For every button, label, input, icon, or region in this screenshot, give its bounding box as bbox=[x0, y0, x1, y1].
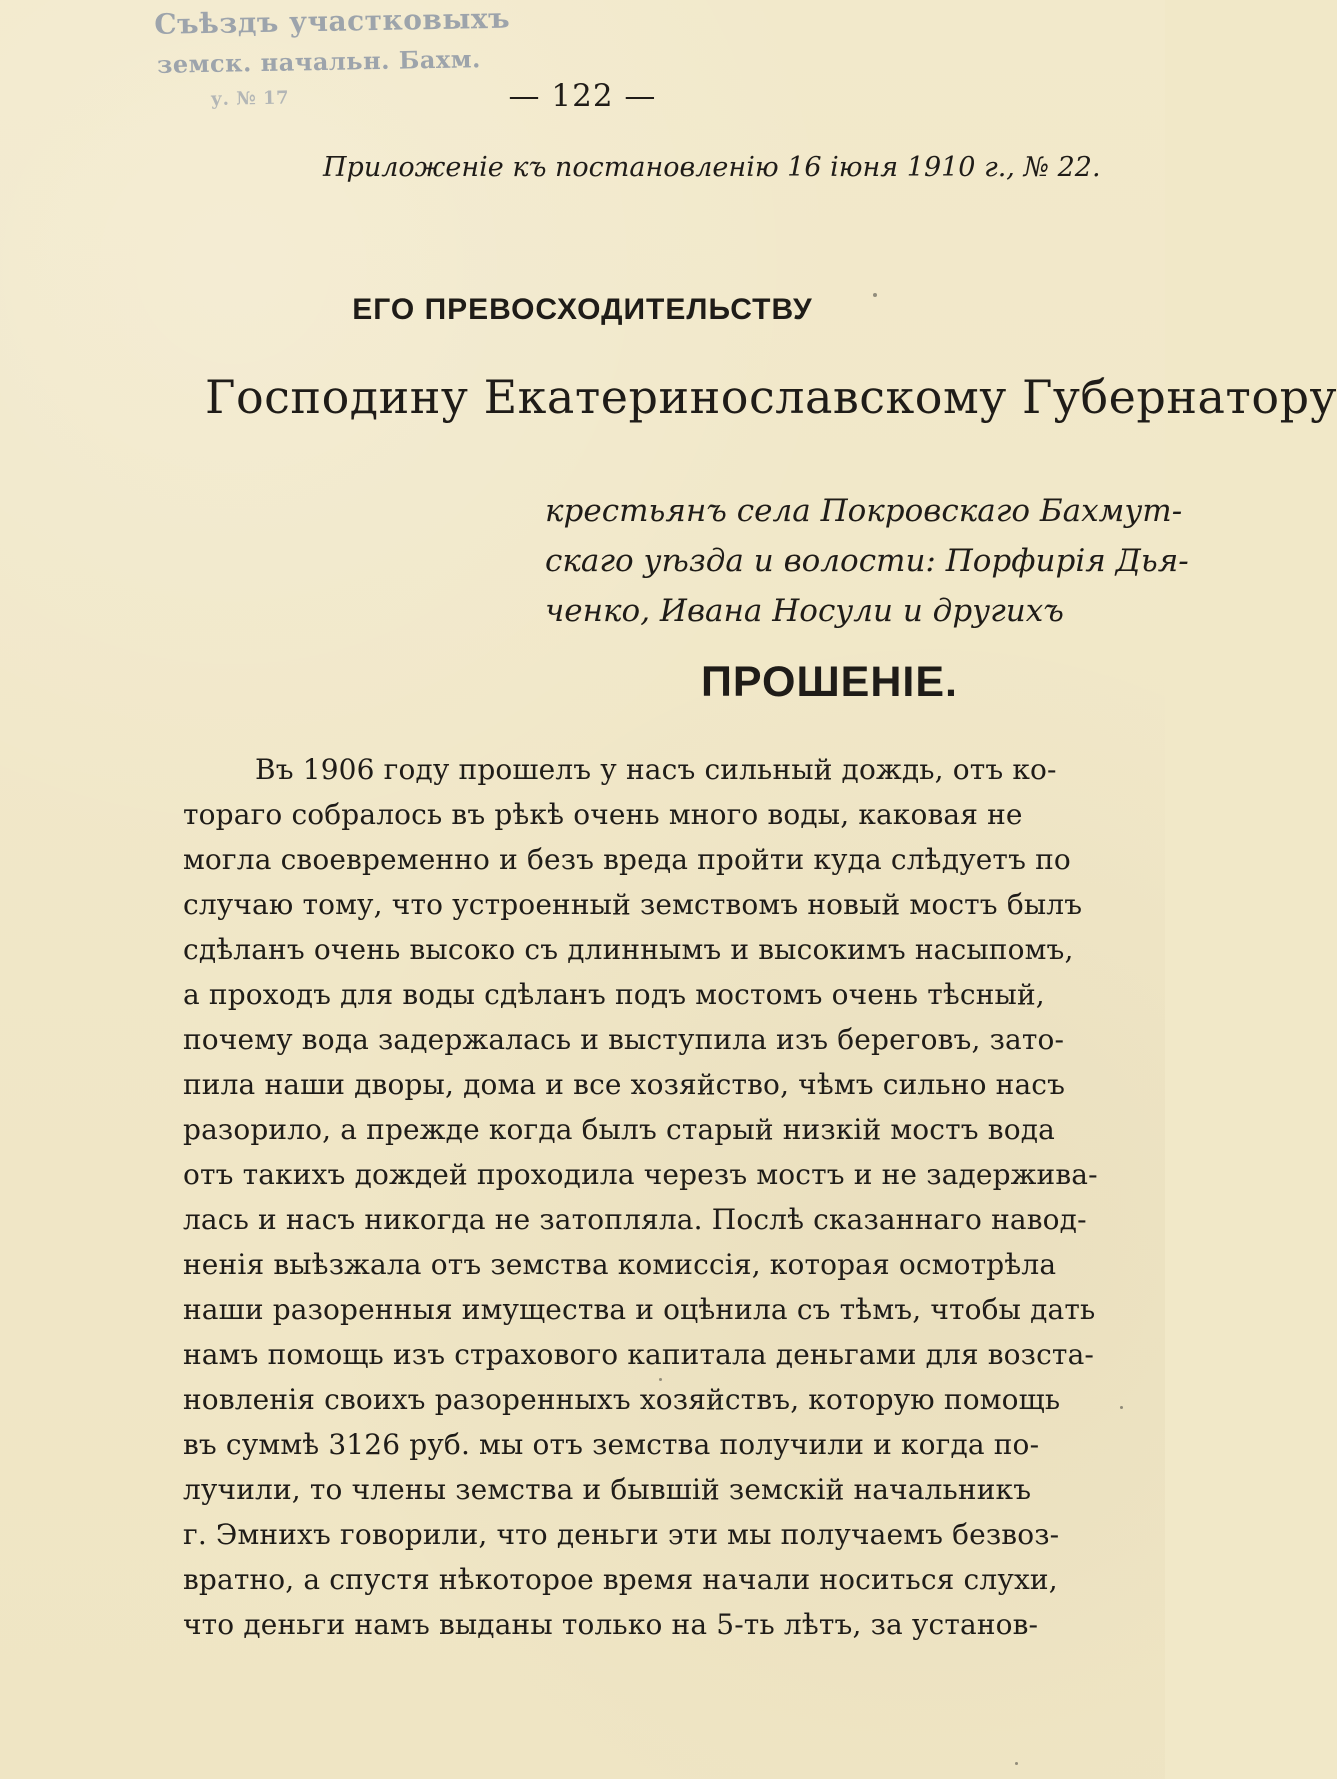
body-line: Въ 1906 году прошелъ у насъ сильный дождь, отъ ко- bbox=[255, 753, 1057, 786]
body-line: новленiя своихъ разоренныхъ хозяйствъ, которую помощь bbox=[183, 1383, 1061, 1416]
body-line: въ суммѣ 3126 руб. мы отъ земства получили и когда по- bbox=[183, 1428, 1040, 1461]
body-line: вратно, а спустя нѣкоторое время начали носиться слухи, bbox=[183, 1563, 1058, 1596]
body-line: что деньги намъ выданы только на 5-ть лѣтъ, за установ- bbox=[183, 1608, 1039, 1641]
sender-line: скаго уѣзда и волости: Порфирiя Дья- bbox=[545, 543, 1189, 579]
body-line: г. Эмнихъ говорили, что деньги эти мы получаемъ безвоз- bbox=[183, 1518, 1060, 1551]
ink-speck bbox=[1015, 1762, 1018, 1765]
page-number: — 122 — bbox=[508, 78, 657, 114]
body-line: лучили, то члены земства и бывшiй земскiй начальникъ bbox=[183, 1473, 1032, 1506]
sender-block bbox=[545, 486, 1189, 636]
body-line: отъ такихъ дождей проходила черезъ мостъ и не задержива- bbox=[183, 1158, 1098, 1191]
body-line: случаю тому, что устроенный земствомъ новый мостъ былъ bbox=[183, 888, 1083, 921]
petition-body bbox=[183, 747, 1123, 1647]
stamp-line-2: земск. начальн. Бахм. bbox=[156, 44, 482, 79]
sender-line: крестьянъ села Покровскаго Бахмут- bbox=[545, 493, 1183, 529]
ink-speck bbox=[873, 293, 877, 297]
body-line: разорило, а прежде когда былъ старый низкiй мостъ вода bbox=[183, 1113, 1055, 1146]
appendix-note: Приложенiе къ постановленiю 16 iюня 1910 г., № 22. bbox=[323, 152, 1101, 183]
stamp-line-1: Съѣздъ участковыхъ bbox=[154, 1, 511, 41]
body-line: почему вода задержалась и выступила изъ береговъ, зато- bbox=[183, 1023, 1065, 1056]
addressee: Господину Екатеринославскому Губернатору bbox=[205, 370, 1337, 424]
body-line: могла своевременно и безъ вреда пройти куда слѣдуетъ по bbox=[183, 843, 1071, 876]
stamp-line-3: у. № 17 bbox=[210, 87, 290, 110]
body-line: наши разоренныя имущества и оцѣнила съ тѣмъ, чтобы дать bbox=[183, 1293, 1096, 1326]
ink-speck bbox=[1120, 1406, 1123, 1409]
body-line: лась и насъ никогда не затопляла. Послѣ сказаннаго навод- bbox=[183, 1203, 1087, 1236]
body-line: тораго собралось въ рѣкѣ очень много воды, каковая не bbox=[183, 798, 1023, 831]
document-title: ПРОШЕНIЕ. bbox=[701, 658, 958, 706]
body-line: сдѣланъ очень высоко съ длиннымъ и высокимъ насыпомъ, bbox=[183, 933, 1074, 966]
addressee-title: ЕГО ПРЕВОСХОДИТЕЛЬСТВУ bbox=[352, 293, 813, 326]
body-line: намъ помощь изъ страхового капитала деньгами для возста- bbox=[183, 1338, 1095, 1371]
body-line: а проходъ для воды сдѣланъ подъ мостомъ очень тѣсный, bbox=[183, 978, 1045, 1011]
body-line: ненiя выѣзжала отъ земства комиссiя, которая осмотрѣла bbox=[183, 1248, 1057, 1281]
ink-speck bbox=[659, 1378, 662, 1381]
body-line: пила наши дворы, дома и все хозяйство, чѣмъ сильно насъ bbox=[183, 1068, 1066, 1101]
sender-line: ченко, Ивана Носули и другихъ bbox=[545, 593, 1064, 629]
